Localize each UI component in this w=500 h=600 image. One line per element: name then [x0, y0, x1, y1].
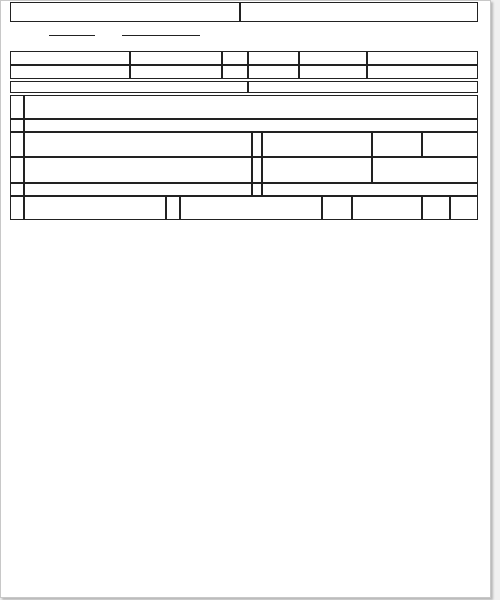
- option-entrada[interactable]: [248, 51, 299, 65]
- placa-veiculo-field[interactable]: [24, 183, 252, 196]
- row-number-2: [10, 119, 24, 132]
- row-number-4: [252, 132, 262, 157]
- option-produto-perigoso[interactable]: [10, 81, 248, 93]
- option-frete-cif-box[interactable]: [222, 51, 248, 65]
- placa-carreta-field[interactable]: [262, 183, 478, 196]
- option-filial[interactable]: [299, 51, 367, 65]
- option-logistica[interactable]: [367, 51, 478, 65]
- cnpj-blank[interactable]: [122, 35, 200, 36]
- option-outros-blank[interactable]: [367, 65, 478, 79]
- option-produto-nao-perigoso[interactable]: [248, 81, 478, 93]
- produtos-field[interactable]: [24, 157, 252, 183]
- grupo-blank[interactable]: [49, 35, 95, 36]
- classe-risco-field[interactable]: [372, 157, 478, 183]
- title-box: [240, 2, 478, 22]
- cliente-field[interactable]: [24, 119, 478, 132]
- apresenta-compatibilidade-label: [262, 132, 372, 157]
- volume-field[interactable]: [180, 196, 322, 220]
- row-number-10: [166, 196, 180, 220]
- option-produto-carga-granel[interactable]: [10, 51, 130, 65]
- row-number-9: [10, 196, 24, 220]
- option-frete-cif[interactable]: [130, 51, 222, 65]
- row-number-11: [322, 196, 352, 220]
- cap-veiculo-field[interactable]: [24, 196, 166, 220]
- logo-box: [10, 2, 240, 22]
- option-carga-seca[interactable]: [10, 65, 130, 79]
- option-saida[interactable]: [248, 65, 299, 79]
- cap-nao-option[interactable]: [450, 196, 478, 220]
- danfe-field[interactable]: [24, 132, 252, 157]
- transportadora-field[interactable]: [24, 95, 478, 119]
- row-number-5: [10, 157, 24, 183]
- row-number-1: [10, 95, 24, 119]
- option-frete-fob[interactable]: [130, 65, 222, 79]
- onu-field[interactable]: [262, 157, 372, 183]
- row-number-3: [10, 132, 24, 157]
- compat-nao-option[interactable]: [422, 132, 478, 157]
- option-frete-fob-box[interactable]: [222, 65, 248, 79]
- cap-sim-option[interactable]: [422, 196, 450, 220]
- cap-volume-label: [352, 196, 422, 220]
- option-outros[interactable]: [299, 65, 367, 79]
- compat-sim-option[interactable]: [372, 132, 422, 157]
- row-number-8: [252, 183, 262, 196]
- row-number-7: [10, 183, 24, 196]
- row-number-6: [252, 157, 262, 183]
